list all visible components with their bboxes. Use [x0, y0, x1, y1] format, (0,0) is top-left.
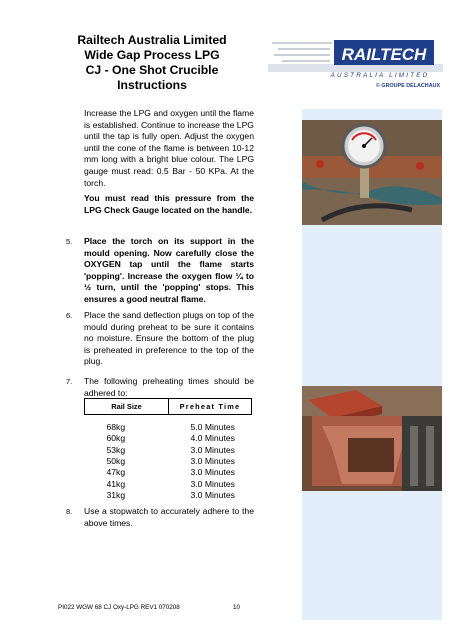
mould-preheat-photo: [302, 386, 442, 491]
table-row: [85, 422, 252, 433]
gauge-warning: You must read this pressure from the LPG Check Gauge located on the handle.: [84, 193, 254, 215]
gauge-photo: [302, 120, 442, 225]
title-line-process: Wide Gap Process LPG: [84, 48, 220, 62]
rail-size-cell: 50kg: [106, 456, 126, 467]
table-row: [85, 445, 252, 456]
preheat-time-cell: 3.0 Minutes: [190, 478, 235, 489]
footer-doc-id: PI022 WGW 68 CJ Oxy-LPG REV1 070208: [58, 604, 180, 611]
step-6-text: Place the sand deflection plugs on top of the mould during preheat to be sure it contains no moisture. Ensure the bottom of the plug is preheated in preference to the top of the plug.: [84, 310, 254, 367]
rail-size-cell: 47kg: [106, 467, 126, 478]
page-number: 10: [233, 604, 241, 611]
rail-size-cell: 41kg: [106, 478, 126, 489]
step-7-number: 7.: [66, 377, 73, 386]
rail-size-cell: 60kg: [106, 433, 126, 444]
step-6-number: 6.: [66, 311, 73, 320]
preheat-time-cell: 3.0 Minutes: [190, 456, 235, 467]
step-8-text: Use a stopwatch to accurately adhere to the above times.: [84, 506, 254, 528]
preheat-time-cell: 3.0 Minutes: [190, 444, 235, 455]
page-footer: [58, 604, 258, 612]
table-spacer-row: [85, 415, 252, 423]
logo-group-text: © GROUPE DELACHAUX: [375, 83, 441, 89]
table-row: [85, 456, 252, 467]
preheat-times-table: [84, 398, 252, 501]
title-line-instructions: Instructions: [117, 78, 187, 92]
header-preheat-time: Preheat Time: [169, 399, 252, 415]
rail-size-cell: 53kg: [106, 444, 126, 455]
preheat-time-cell: 3.0 Minutes: [190, 467, 235, 478]
step-5-text: Place the torch on its support in the mould opening. Now carefully close the OXYGEN tap until the flame starts 'popping'. Increase the oxygen flow ¼ to ½ turn, until the 'popping' stops. This ensures a good neutral flame.: [84, 236, 254, 304]
header-rail-size: Rail Size: [85, 399, 169, 415]
title-line-crucible: CJ - One Shot Crucible: [85, 63, 219, 77]
step-5-number: 5.: [66, 237, 73, 246]
table-row: [85, 490, 252, 501]
table-row: [85, 467, 252, 478]
step-8-number: 8.: [66, 507, 73, 516]
document-title: [52, 33, 252, 93]
preheat-time-cell: 4.0 Minutes: [190, 433, 235, 444]
rail-size-cell: 31kg: [106, 489, 126, 500]
table-row: [85, 433, 252, 444]
title-line-company: Railtech Australia Limited: [77, 33, 227, 47]
intro-paragraph: Increase the LPG and oxygen until the flame is established. Continue to increase the LPG until the tap is fully open. Adjust the oxygen until the cone of the flame is between 10-12 mm long with a bright blue colour. The LPG gauge must read: 0.5 Bar - 50 KPa. At the torch.: [84, 108, 254, 188]
preheat-time-cell: 5.0 Minutes: [190, 422, 235, 433]
rail-size-cell: 68kg: [106, 422, 126, 433]
step-7-text: The following preheating times should be adhered to:: [84, 376, 254, 398]
preheat-time-cell: 3.0 Minutes: [190, 489, 235, 500]
railtech-logo: [268, 34, 443, 92]
table-header-row: [85, 399, 252, 415]
logo-brand-text: RAILTECH: [341, 45, 427, 64]
table-row: [85, 478, 252, 489]
logo-subtitle-text: AUSTRALIA LIMITED: [330, 72, 430, 79]
